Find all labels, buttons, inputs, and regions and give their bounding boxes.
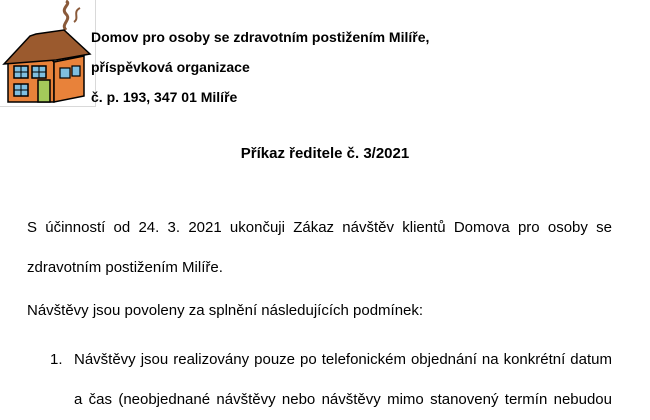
list-item-number: 1. <box>50 351 63 368</box>
list-item-line-2: a čas (neobjednané návštěvy nebo návštěvy mimo stanovený termín nebudou <box>74 391 612 408</box>
paragraph-1-line-2: zdravotním postižením Milíře. <box>27 259 223 276</box>
paragraph-1-line-1: S účinností od 24. 3. 2021 ukončuji Zákaz návštěv klientů Domova pro osoby se <box>27 219 612 236</box>
organization-address: č. p. 193, 347 01 Milíře <box>91 89 238 105</box>
list-item-line-1: Návštěvy jsou realizovány pouze po telefonickém objednání na konkrétní datum <box>74 351 612 368</box>
document-title: Příkaz ředitele č. 3/2021 <box>240 145 410 162</box>
organization-type: příspěvková organizace <box>91 59 250 75</box>
house-icon <box>0 0 92 106</box>
organization-name: Domov pro osoby se zdravotním postižením Milíře, <box>91 29 430 45</box>
paragraph-2: Návštěvy jsou povoleny za splnění následujících podmínek: <box>27 302 424 319</box>
